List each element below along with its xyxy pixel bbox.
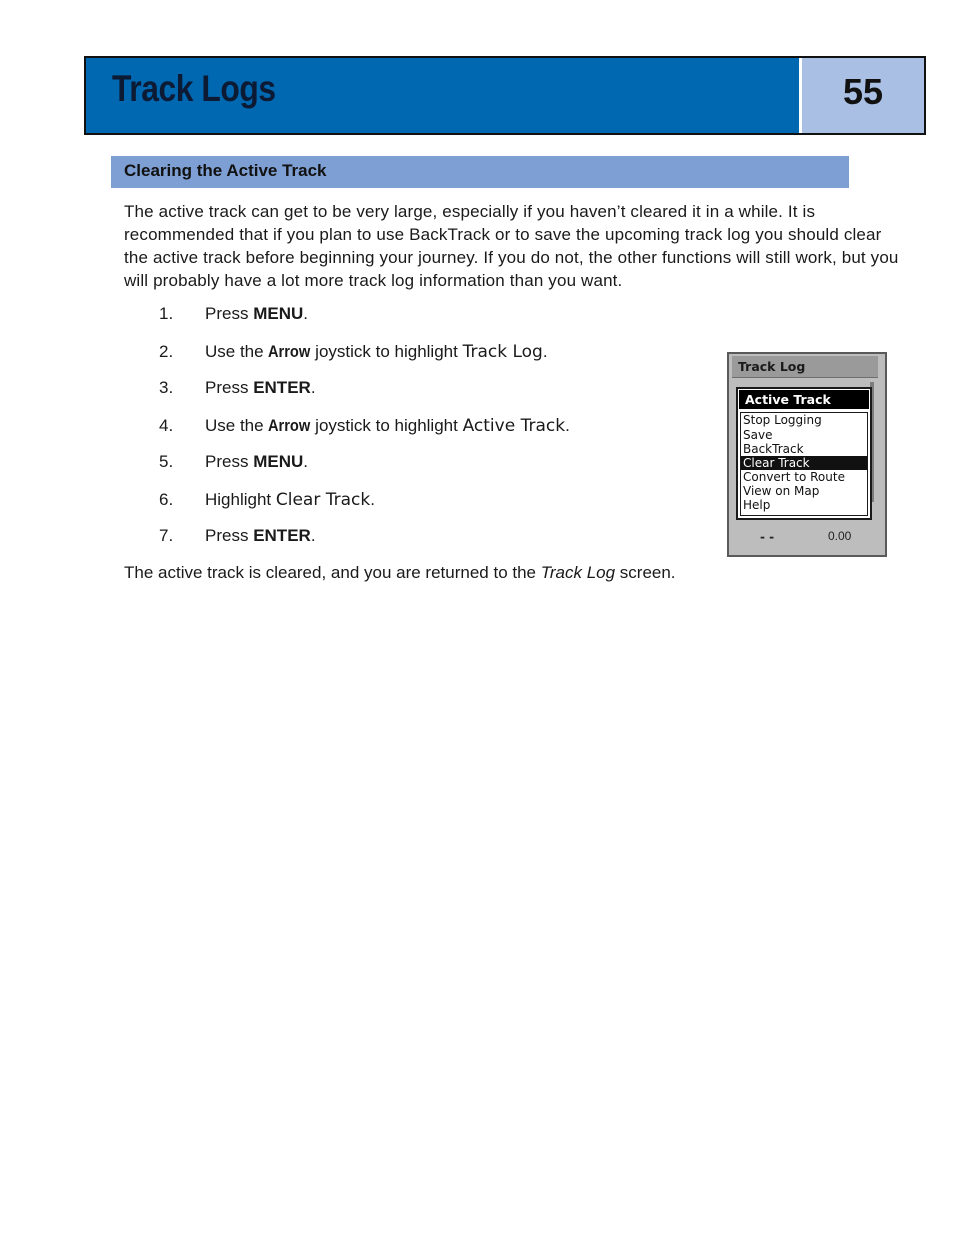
page-number-box (799, 58, 924, 133)
device-status-bar (732, 524, 882, 552)
device-status-distance: 0.00 (828, 529, 852, 543)
step-text-part: Press (205, 526, 254, 545)
device-menu-item: Help (743, 498, 771, 512)
device-menu-item: Convert to Route (743, 470, 845, 484)
screen-name: Track Log (462, 342, 543, 362)
step-number: 7. (159, 526, 174, 545)
outro-paragraph (124, 561, 684, 584)
device-menu-item: Stop Logging (743, 413, 822, 427)
device-menu-header: Active Track (739, 390, 869, 409)
key-name: Arrow (268, 416, 311, 435)
outro-text: The active track is cleared, and you are returned to the (124, 563, 541, 582)
key-name: ENTER (253, 378, 311, 397)
step-text (205, 378, 316, 398)
key-name: MENU (253, 304, 304, 323)
step-text-part: . (310, 526, 316, 545)
step-text-part: joystick to highlight (310, 342, 463, 361)
key-name: MENU (253, 452, 304, 471)
step-text-part: Press (205, 304, 254, 323)
step-text-part: Highlight (205, 490, 276, 509)
device-title: Track Log (738, 359, 806, 374)
key-name: Arrow (268, 342, 311, 361)
device-menu-list (740, 412, 868, 516)
step-number: 5. (159, 452, 174, 471)
step-text-part: . (565, 416, 570, 435)
step-text-part: . (303, 304, 308, 323)
section-heading-bar (111, 156, 849, 188)
chapter-title: Track Logs (112, 68, 276, 109)
step-text (205, 452, 308, 472)
page-number: 55 (842, 71, 884, 112)
step-text (205, 526, 316, 546)
step-text (205, 342, 548, 362)
step-number: 1. (159, 304, 174, 323)
step-text-part: Press (205, 452, 254, 471)
step-text-part: Press (205, 378, 254, 397)
chapter-header (84, 56, 926, 135)
step-text-part: . (370, 490, 375, 509)
step-text (205, 490, 375, 510)
device-screenshot (727, 352, 887, 557)
step-text-part: joystick to highlight (310, 416, 463, 435)
step-text-part: . (303, 452, 308, 471)
outro-text: screen. (615, 563, 676, 582)
device-menu-item: BackTrack (743, 442, 804, 456)
section-title: Clearing the Active Track (124, 161, 327, 180)
screen-name: Clear Track (275, 490, 371, 510)
device-status-dashes: - - (760, 530, 775, 544)
step-number: 6. (159, 490, 174, 509)
step-text (205, 416, 570, 436)
step-text-part: . (310, 378, 316, 397)
step-number: 4. (159, 416, 174, 435)
screen-name: Active Track (462, 416, 566, 436)
step-text (205, 304, 308, 324)
step-number: 2. (159, 342, 174, 361)
step-number: 3. (159, 378, 174, 397)
device-title-bar (732, 356, 878, 378)
intro-paragraph: The active track can get to be very large, especially if you haven’t cleared it in a while. It is recommended that if you plan to use BackTrack or to save the upcoming track log you should clear the active track before beginning your journey. If you do not, the other functions will still work, but you will probably have a lot more track log information than you want. (124, 202, 899, 290)
step-text-part: . (542, 342, 548, 361)
key-name: ENTER (253, 526, 311, 545)
device-menu-item: Save (743, 428, 773, 442)
step-text-part: Use the (205, 342, 269, 361)
device-menu-item-selected: Clear Track (741, 456, 867, 470)
step-text-part: Use the (205, 416, 269, 435)
device-menu-item: View on Map (743, 484, 820, 498)
screen-name: Track Log (540, 563, 616, 582)
device-popup-menu (736, 387, 872, 520)
